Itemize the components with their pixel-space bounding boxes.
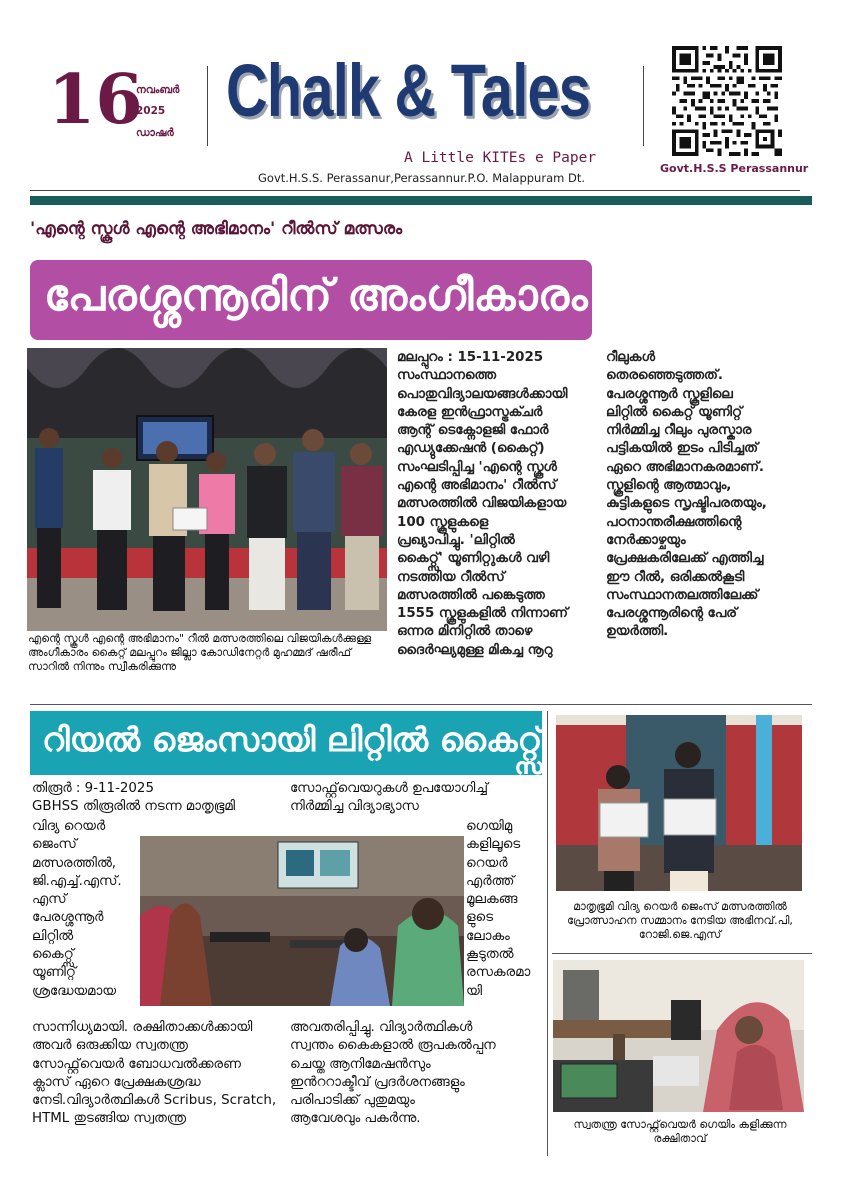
story2-dateline: തിരൂർ : 9-11-2025 bbox=[32, 781, 154, 796]
story2-left-wrap: വിദ്യ റെയർ ജെംസ് മത്സരത്തിൽ, ജി.എച്ച്.എസ്. എസ് പേരശ്ശന്നൂർ ലിറ്റിൽ കൈറ്റ്സ് യൂണിറ്റ് ശ്രദ്ധേയമായ bbox=[32, 819, 122, 999]
story1-kicker: 'എന്റെ സ്കൂൾ എന്റെ അഭിമാനം' റീൽസ് മത്സരം bbox=[30, 219, 403, 239]
story2-headline: റിയൽ ജെംസായി ലിറ്റിൽ കൈറ്റ്സ് bbox=[30, 711, 542, 775]
school-address: Govt.H.S.S. Perassanur,Perassannur.P.O. Malappuram Dt. bbox=[258, 171, 585, 185]
story2-right-top: സോഫ്റ്റ്‌വെയറുകൾ ഉപയോഗിച്ച് നിർമ്മിച്ച വിദ്യാഭ്യാസ bbox=[290, 781, 488, 815]
parent-gaming-photo bbox=[553, 960, 804, 1112]
sidebar-divider bbox=[552, 953, 812, 954]
issue-year: 2025 bbox=[136, 105, 166, 117]
masthead-rule bbox=[30, 190, 800, 191]
story2-right-bottom: അവതരിപ്പിച്ചു. വിദ്യാർത്ഥികൾ സ്വന്തം കൈകളാൽ രൂപകൽപ്പന ചെയ്ത ആനിമേഷൻസും ഇൻററാക്ടീവ് പ്രദർശനങ്ങളും പരിപാടിക്ക് പുതുമയും ആവേശവും പകർന്നു. bbox=[290, 1020, 496, 1127]
winners-photo-caption: മാതൃഭൂമി വിദ്യ റെയർ ജെംസ് മത്സരത്തിൽ പ്രോത്സാഹന സമ്മാനം നേടിയ അഭിനവ്.പി, റോജി.ജെ.എസ് bbox=[567, 900, 793, 941]
story-divider bbox=[30, 704, 812, 705]
masthead-divider-right bbox=[643, 66, 644, 146]
story1-headline: പേരശ്ശന്നൂരിന് അംഗീകാരം bbox=[30, 260, 592, 340]
issue-day: 16 bbox=[48, 60, 143, 140]
newspaper-tagline: A Little KITEs e Paper bbox=[404, 150, 597, 166]
school-name-label: Govt.H.S.S Perassannur bbox=[660, 162, 809, 175]
story1-award-photo bbox=[27, 348, 387, 631]
masthead-teal-bar bbox=[30, 196, 812, 205]
story2-class-photo bbox=[140, 836, 464, 1006]
story1-column-1: മലപ്പുറം : 15-11-2025 സംസ്ഥാനത്തെ പൊതുവിദ്യാലയങ്ങൾക്കായി കേരള ഇൻഫ്രാസ്ട്രക്ചർ ആന്റ് ടെക്നോളജി ഫോർ എഡ്യുക്കേഷൻ (കൈറ്റ്) സംഘടിപ്പിച്ച 'എന്റെ സ്കൂൾ എന്റെ അഭിമാനം' റീൽസ് മത്സരത്തിൽ വിജയികളായ 100 സ്കൂളുകളെ പ്രഖ്യാപിച്ചു. 'ലിറ്റിൽ കൈറ്റ്സ്' യൂണിറ്റുകൾ വഴി നടത്തിയ റീൽസ് മത്സരത്തിൽ പങ്കെടുത്ത 1555 സ്കൂളുകളിൽ നിന്നാണ് ഒന്നര മിനിറ്റിൽ താഴെ ദൈർഘ്യമുള്ള മികച്ച നൂറു bbox=[397, 350, 568, 658]
story1-column-2: റീലുകൾ തെരഞ്ഞെടുത്തത്. പേരശ്ശന്നൂർ സ്കൂളിലെ ലിറ്റിൽ കൈറ്റ് യൂണിറ്റ് നിർമ്മിച്ച റീലും പുരസ്കാര പട്ടികയിൽ ഇടം പിടിച്ചത് ഏറെ അഭിമാനകരമാണ്. സ്കൂളിന്റെ ആത്മാവും, കുട്ടികളുടെ സൃഷ്ടിപരതയും, പഠനാന്തരീക്ഷത്തിന്റെ നേർക്കാഴ്ചയും പ്രേക്ഷകരിലേക്ക് എത്തിച്ച ഈ റീൽ, ഒരിക്കൽകൂടി സംസ്ഥാനതലത്തിലേക്ക് പേരശ്ശന്നൂരിന്റെ പേര് ഉയർത്തി. bbox=[606, 350, 767, 640]
issue-label: ഡാഷർ bbox=[136, 127, 174, 139]
parent-gaming-caption: സ്വതന്ത്ര സോഫ്റ്റ്‌വെയർ ഗെയിം കളിക്കുന്ന രക്ഷിതാവ് bbox=[573, 1118, 787, 1145]
story2-column-rule bbox=[547, 711, 548, 1156]
story1-photo-caption: എന്റെ സ്കൂൾ എന്റെ അഭിമാനം" റീൽ മത്സരത്തിലെ വിജയികൾക്കുള്ള അംഗീകാരം കൈറ്റ് മലപ്പുറം ജില്ലാ കോഡിനേറ്റർ മുഹമ്മദ് ഷരീഫ് സാറിൽ നിന്നും സ്വീകരിക്കുന്നു bbox=[28, 632, 372, 673]
winners-photo bbox=[556, 715, 802, 891]
story2-lead: GBHSS തിരൂരിൽ നടന്ന മാതൃഭൂമി bbox=[32, 799, 236, 814]
issue-month: നവംബർ bbox=[136, 84, 180, 96]
qr-code-icon bbox=[672, 46, 782, 156]
masthead-divider-left bbox=[207, 66, 208, 146]
story2-left-bottom: സാന്നിധ്യമായി. രക്ഷിതാക്കൾക്കായി അവർ ഒരുക്കിയ സ്വതന്ത്ര സോഫ്റ്റ്‌വെയർ ബോധവൽക്കരണ ക്ലാസ് ഏറെ പ്രേക്ഷകശ്രദ്ധ നേടി.വിദ്യാർത്ഥികൾ Scribus, Scratch, HTML തുടങ്ങിയ സ്വതന്ത്ര bbox=[32, 1020, 277, 1127]
newspaper-title: Chalk & Tales bbox=[226, 49, 591, 132]
story2-right-wrap: ഗെയിമു കളിലൂടെ റെയർ എർത്ത് മൂലകങ്ങ ളുടെ ലോകം കൂടുതൽ രസകരമാ യി bbox=[466, 819, 531, 999]
